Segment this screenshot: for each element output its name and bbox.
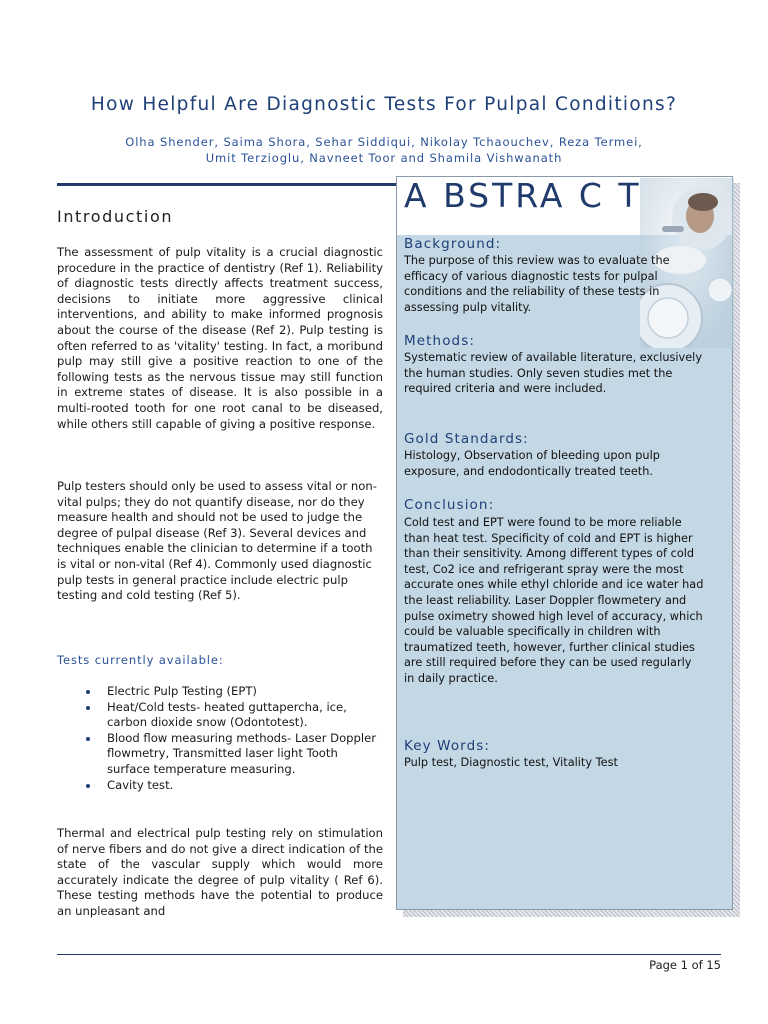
background-text: The purpose of this review was to evaluate the efficacy of various diagnostic tests for pulpal conditions and the reliability of these tests in assessing pulp vitality.: [404, 254, 670, 314]
list-item: [57, 684, 383, 700]
key-words-heading: Key Words:: [404, 738, 491, 754]
gold-standards-heading: Gold Standards:: [404, 431, 529, 447]
authors-line-1: Olha Shender, Saima Shora, Sehar Siddiqui, Nikolay Tchaouchev, Reza Termei,: [125, 135, 643, 149]
bullet-icon: [86, 690, 90, 694]
page-number: Page 1 of 15: [649, 958, 721, 972]
paper-title: How Helpful Are Diagnostic Tests For Pulpal Conditions?: [90, 94, 678, 115]
list-item: [57, 700, 383, 731]
bullet-icon: [86, 737, 90, 741]
bullet-icon: [86, 784, 90, 788]
methods-text: Systematic review of available literature, exclusively the human studies. Only seven studies met the required criteria and were included.: [404, 351, 703, 396]
tests-heading: Tests currently available:: [57, 653, 224, 667]
section-divider: [57, 183, 407, 186]
tests-list: [57, 684, 383, 793]
author-list: [0, 134, 768, 166]
footer-rule: [57, 954, 721, 955]
introduction-paragraph-1: The assessment of pulp vitality is a crucial diagnostic procedure in the practice of dentistry (Ref 1). Reliability of diagnostic tests directly affects treatment success, decisions to initiate more aggressive clinical interventions, and ability to make informed prognosis about the course of the disease (Ref 2). Pulp testing is often referred to as 'vitality' testing. In fact, a moribund pulp may still give a positive reaction to one of the following tests as the nervous tissue may still function in extreme states of disease. It is also possible in a multi-rooted tooth for one root canal to be diseased, while others still capable of giving a positive response.: [57, 245, 383, 431]
list-item-text: Blood flow measuring methods- Laser Doppler flowmetry, Transmitted laser light Tooth surface temperature measuring.: [107, 730, 376, 776]
list-item-text: Cavity test.: [107, 777, 174, 792]
list-item-text: Electric Pulp Testing (EPT): [107, 684, 257, 698]
conclusion-heading: Conclusion:: [404, 497, 495, 513]
introduction-heading: Introduction: [57, 207, 174, 226]
authors-line-2: Umit Terzioglu, Navneet Toor and Shamila Vishwanath: [205, 151, 563, 165]
body-paragraph-3: Thermal and electrical pulp testing rely on stimulation of nerve fibers and do not give a direct indication of the state of the vascular supply which would more accurately indicate the degree of pulp vitality ( Ref 6). These testing methods have the potential to produce an unpleasant and: [57, 826, 383, 918]
introduction-paragraph-2: Pulp testers should only be used to assess vital or non-vital pulps; they do not quantify disease, nor do they measure health and should not be used to judge the degree of pulpal disease (Ref 3). Several devices and techniques enable the clinician to determine if a tooth is vital or non-vital (Ref 4). Commonly used diagnostic pulp tests in general practice include electric pulp testing and cold testing (Ref 5).: [57, 479, 377, 603]
list-item: [57, 778, 383, 794]
key-words-text: Pulp test, Diagnostic test, Vitality Test: [404, 756, 618, 769]
background-heading: Background:: [404, 236, 502, 252]
gold-standards-text: Histology, Observation of bleeding upon pulp exposure, and endodontically treated teeth.: [404, 449, 660, 478]
methods-heading: Methods:: [404, 333, 476, 349]
list-item-text: Heat/Cold tests- heated guttapercha, ice, carbon dioxide snow (Odontotest).: [107, 699, 347, 730]
conclusion-text: Cold test and EPT were found to be more reliable than heat test. Specificity of cold and EPT is higher than their sensitivity. Among different types of cold test, Co2 ice and refrigerant spray were the most accurate ones while ethyl chloride and ice water had the least reliability. Laser Doppler flowmetery and pulse oximetry showed high level of accuracy, which could be valuable specifically in children with traumatized teeth, however, further clinical studies are still required before they can be used regularly in daily practice.: [404, 516, 704, 685]
list-item: [57, 731, 383, 778]
abstract-title: A BSTRA C T: [404, 176, 642, 215]
bullet-icon: [86, 706, 90, 710]
